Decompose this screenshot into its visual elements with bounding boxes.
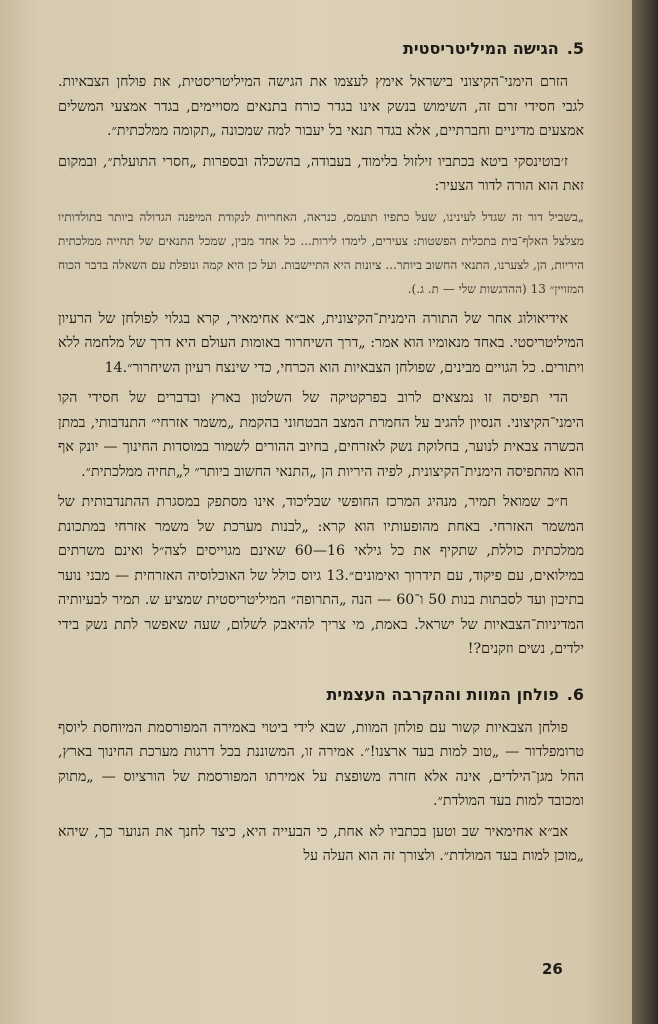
section-6-title: פולחן המוות וההקרבה העצמית <box>326 684 559 704</box>
block-quote: „בשביל דור זה שגדל לעינינו, שעל כתפיו תועמס, כנראה, האחריות לנקודת המיפנה הגדולה ביותר בתולדותיו מצלצל האלף־בית בתכלית הפשטות: צעירים, לימדו לירות... כל אחד מבין, שמכל התנאים של תחייה ממלכתית היריות, הן, לצערנו, התנאי החשוב ביותר... ציונות היא התיישבות. ועל כן היא קמה ונופלת עם השאלה בדבר הכוח המזויין״ 13 (ההדגשות שלי — ת. ג.). <box>58 209 584 296</box>
paragraph: ז׳בוטינסקי ביטא בכתביו זילזול בלימוד, בעבודה, בהשכלה ובספרות „חסרי התועלת״, ובמקום זאת הוא הורה לדור הצעיר: <box>58 153 584 194</box>
section-6-heading <box>58 684 584 706</box>
section-6-number: 6. <box>566 684 584 704</box>
paragraph: אידיאולוג אחר של התורה הימנית־הקיצונית, אב״א אחימאיר, קרא בגלוי לפולחן של הרעיון המיליטריסטי. באחד מנאומיו הוא אמר: „דרך השיחרור באומות העולם היא דרך של מלחמה ללא ויתורים. כל הגויים מבינים, שפולחן הצבאיות הוא הכרחי, כדי שינצח רעיון השיחרור״.14 <box>58 310 584 376</box>
paragraph: פולחן הצבאיות קשור עם פולחן המוות, שבא לידי ביטוי באמירה המפורסמת המיוחסת ליוסף טרומפלדור — „טוב למות בעד ארצנו!״. אמירה זו, המשוננת בכל דרגות מערכת החינוך בארץ, החל מגן־הילדים, אינה אלא חזרה משופצת על אמירתו המפורסמת של הורציוס — „מתוק ומכובד למות בעד המולדת״. <box>58 719 584 809</box>
paragraph: הזרם הימני־הקיצוני בישראל אימץ לעצמו את הגישה המיליטריסטית, את פולחן הצבאיות. לגבי חסידי זרם זה, השימוש בנשק אינו בגדר כורח בתנאים מסויימים, בגדר אמצעי המשלים אמצעים מדיניים וחברתיים, אלא בגדר תנאי בל יעבור למה שמכונה „תקומה ממלכתית״. <box>58 74 584 139</box>
section-5-title: הגישה המיליטריסטית <box>402 39 559 58</box>
page-content <box>58 38 584 875</box>
book-edge <box>632 0 658 1024</box>
paragraph: אב״א אחימאיר שב וטען בכתביו לא אחת, כי הבעייה היא, כיצד לחנך את הנוער כך, שיהא „מוכן למות בעד המולדת״. ולצורך זה הוא העלה על <box>58 823 584 864</box>
paragraph: ח״כ שמואל תמיר, מנהיג המרכז החופשי שבליכוד, אינו מסתפק במסגרת ההתנדבותית של המשמר האזרחי. באחת מהופעותיו הוא קרא: „לבנות מערכת של משמר אזרחי במתכונת ממלכתית כוללת, שתקיף את כל גילאי 16—60 שאינם מגוייסים לצה״ל ואינם משרתים במילואים, עם פיקוד, עם תידרוך ואימונים״.13 גיוס כולל של האוכלוסיה האזרחית — מבני נוער בתיכון ועד לסבתות בנות 50 ו־60 — הנה „התרופה״ המיליטריסטית שמציע ש. תמיר לבעיותיה המדיניות־הצבאיות של ישראל. באמת, מי צריך להיאבק לשלום, שעה שאפשר לתת נשק בידי ילדים, נשים וזקנים?! <box>58 494 584 657</box>
page-number: 26 <box>542 960 563 978</box>
paragraph: הדי תפיסה זו נמצאים לרוב בפרקטיקה של השלטון בארץ ובדברים של חסידי הקו הימני־הקיצוני. הנסיון להגיב על החמרת המצב הבטחוני בהקמת „משמר אזרחי״ התנדבותי, במתן הכשרה צבאית לנוער, בחלוקת נשק לאזרחים, בחיוב ההורים לשמור במוסדות החינוך — יונק אף הוא מהתפיסה הימנית־הקיצונית, לפיה היריות הן „התנאי החשוב ביותר״ ל„תחיה ממלכתית״. <box>58 390 584 480</box>
section-spacer <box>58 668 584 684</box>
section-5-heading <box>58 38 584 60</box>
section-5-number: 5. <box>566 39 584 58</box>
